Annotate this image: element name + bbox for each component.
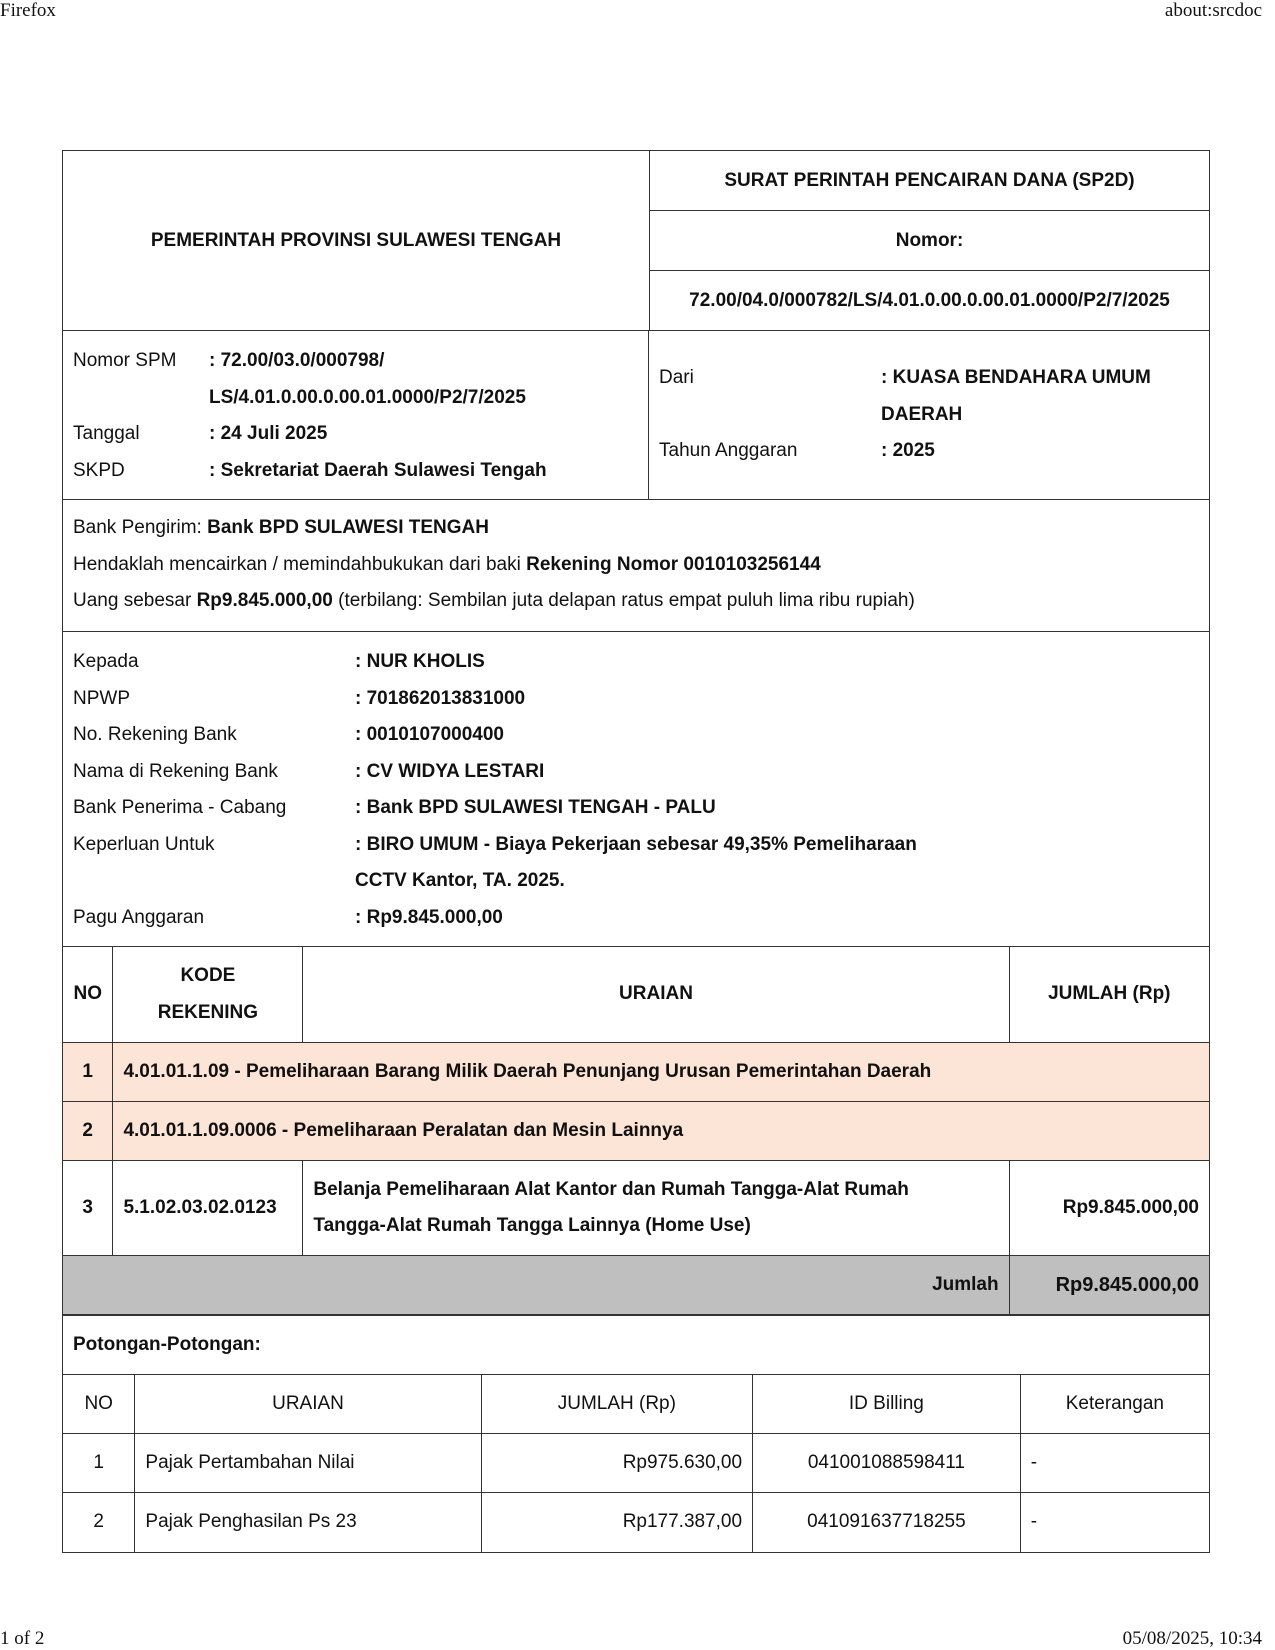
row-text: 4.01.01.1.09 - Pemeliharaan Barang Milik Daerah Penunjang Urusan Pemerintahan Daerah — [113, 1043, 1209, 1102]
pot-row-keterangan: - — [1020, 1434, 1209, 1493]
rekening-table-header — [63, 947, 1209, 1043]
pagu-row — [73, 900, 1199, 937]
bank-pengirim-label: Bank Pengirim: — [73, 517, 208, 538]
keperluan-value — [355, 827, 917, 900]
npwp-label: NPWP — [73, 687, 130, 709]
pot-row-jumlah: Rp177.387,00 — [481, 1493, 752, 1552]
table-row — [63, 1434, 1209, 1493]
title-block — [650, 151, 1209, 330]
tanggal-row — [73, 416, 638, 453]
pot-col-billing: ID Billing — [753, 1375, 1021, 1434]
amount-label: Uang sebesar — [73, 590, 197, 611]
amount-in-words: (terbilang: Sembilan juta delapan ratus empat puluh lima ribu rupiah) — [332, 590, 915, 611]
bank-penerima-label: Bank Penerima - Cabang — [73, 797, 287, 818]
row-kode: 5.1.02.03.02.0123 — [113, 1161, 303, 1256]
nomor-value: 72.00/04.0/000782/LS/4.01.0.00.0.00.01.0000/P2/7/2025 — [650, 270, 1209, 330]
rekening-value: : 0010107000400 — [355, 724, 504, 745]
instruction-text: Hendaklah mencairkan / memindahbukukan dari baki — [73, 553, 527, 575]
tahun-value: : 2025 — [881, 440, 935, 462]
kepada-row — [73, 644, 1199, 681]
recipient-block — [63, 632, 1209, 946]
pot-row-keterangan: - — [1020, 1493, 1209, 1552]
pot-col-keterangan: Keterangan — [1020, 1375, 1209, 1434]
dari-row — [659, 360, 1199, 433]
sp2d-document — [62, 150, 1210, 1553]
tanggal-label: Tanggal — [73, 423, 140, 444]
skpd-row — [73, 453, 638, 490]
keperluan-row — [73, 827, 1199, 900]
col-kode-line2: REKENING — [157, 1001, 259, 1023]
amount-row — [73, 583, 1199, 620]
instruction-row — [73, 547, 1199, 584]
nomor-label: Nomor: — [650, 210, 1209, 270]
page-url: about:srcdoc — [1164, 0, 1262, 21]
keperluan-value-line1: : BIRO UMUM - Biaya Pekerjaan sebesar 49,35% Pemeliharaan — [355, 833, 917, 855]
pot-row-jumlah: Rp975.630,00 — [481, 1434, 752, 1493]
row-no: 1 — [63, 1043, 113, 1102]
table-row — [63, 1102, 1209, 1161]
tahun-label: Tahun Anggaran — [659, 440, 798, 462]
tanggal-value: : 24 Juli 2025 — [209, 423, 328, 444]
pot-row-uraian: Pajak Penghasilan Ps 23 — [135, 1493, 481, 1552]
bank-block — [63, 500, 1209, 632]
pot-row-billing: 041001088598411 — [753, 1434, 1021, 1493]
spm-block — [63, 331, 1209, 500]
table-row — [63, 1043, 1209, 1102]
keperluan-label: Keperluan Untuk — [73, 833, 215, 855]
tahun-row — [659, 433, 1199, 470]
bank-pengirim-row — [73, 510, 1199, 547]
potongan-table — [63, 1374, 1209, 1552]
rekening-row — [73, 717, 1199, 754]
row-uraian-line1: Belanja Pemeliharaan Alat Kantor dan Rumah Tangga-Alat Rumah — [313, 1178, 909, 1200]
table-row — [63, 1161, 1209, 1256]
pot-row-no: 2 — [63, 1493, 135, 1552]
spm-number-value-line1: : 72.00/03.0/000798/ — [209, 350, 385, 371]
nama-rekening-row — [73, 754, 1199, 791]
total-row — [63, 1256, 1209, 1315]
kepada-value: : NUR KHOLIS — [355, 651, 485, 672]
npwp-value: : 701862013831000 — [355, 687, 526, 709]
table-row — [63, 1493, 1209, 1552]
source-account: Rekening Nomor 0010103256144 — [526, 553, 821, 575]
npwp-row — [73, 681, 1199, 718]
page-indicator: 1 of 2 — [0, 1628, 45, 1649]
pagu-value: : Rp9.845.000,00 — [355, 906, 503, 928]
amount-value: Rp9.845.000,00 — [196, 590, 333, 611]
potongan-table-header — [63, 1375, 1209, 1434]
row-jumlah: Rp9.845.000,00 — [1009, 1161, 1209, 1256]
pot-row-billing: 041091637718255 — [753, 1493, 1021, 1552]
pot-col-no: NO — [63, 1375, 135, 1434]
nama-rekening-label: Nama di Rekening Bank — [73, 760, 278, 782]
col-uraian: URAIAN — [303, 947, 1009, 1043]
col-kode-line1: KODE — [180, 965, 236, 986]
potongan-title: Potongan-Potongan: — [63, 1315, 1209, 1374]
pot-col-jumlah: JUMLAH (Rp) — [481, 1375, 752, 1434]
document-header — [63, 151, 1209, 331]
row-uraian-line2: Tangga-Alat Rumah Tangga Lainnya (Home Use) — [313, 1215, 751, 1236]
spm-number-value-line2: LS/4.01.0.00.0.00.01.0000/P2/7/2025 — [209, 386, 526, 408]
col-kode-rekening — [113, 947, 303, 1043]
spm-number-value — [209, 343, 526, 416]
bank-penerima-value: : Bank BPD SULAWESI TENGAH - PALU — [355, 797, 716, 818]
issuer-name: PEMERINTAH PROVINSI SULAWESI TENGAH — [63, 151, 650, 330]
kepada-label: Kepada — [73, 651, 139, 672]
rekening-table — [63, 946, 1209, 1315]
print-datetime: 05/08/2025, 10:34 — [1122, 1628, 1262, 1649]
skpd-value: : Sekretariat Daerah Sulawesi Tengah — [209, 459, 547, 481]
keperluan-value-line2: CCTV Kantor, TA. 2025. — [355, 870, 565, 891]
bank-pengirim-value: Bank BPD SULAWESI TENGAH — [207, 517, 489, 538]
col-no: NO — [63, 947, 113, 1043]
row-no: 3 — [63, 1161, 113, 1256]
document-title: SURAT PERINTAH PENCAIRAN DANA (SP2D) — [724, 169, 1135, 191]
spm-number-row — [73, 343, 638, 416]
nama-rekening-value: : CV WIDYA LESTARI — [355, 760, 545, 782]
skpd-label: SKPD — [73, 459, 125, 481]
total-value: Rp9.845.000,00 — [1009, 1256, 1209, 1315]
spm-details — [63, 331, 649, 499]
row-uraian — [303, 1161, 1009, 1256]
pot-row-no: 1 — [63, 1434, 135, 1493]
dari-value — [881, 360, 1151, 433]
spm-number-label: Nomor SPM — [73, 350, 177, 371]
dari-value-line2: DAERAH — [881, 403, 963, 425]
dari-label: Dari — [659, 367, 694, 389]
dari-value-line1: : KUASA BENDAHARA UMUM — [881, 367, 1151, 389]
total-label: Jumlah — [63, 1256, 1009, 1315]
pot-row-uraian: Pajak Pertambahan Nilai — [135, 1434, 481, 1493]
row-text: 4.01.01.1.09.0006 - Pemeliharaan Peralatan dan Mesin Lainnya — [113, 1102, 1209, 1161]
browser-name: Firefox — [0, 0, 56, 21]
col-jumlah: JUMLAH (Rp) — [1009, 947, 1209, 1043]
dari-details — [649, 331, 1209, 499]
rekening-label: No. Rekening Bank — [73, 724, 237, 745]
bank-penerima-row — [73, 790, 1199, 827]
row-no: 2 — [63, 1102, 113, 1161]
pot-col-uraian: URAIAN — [135, 1375, 481, 1434]
pagu-label: Pagu Anggaran — [73, 906, 205, 928]
